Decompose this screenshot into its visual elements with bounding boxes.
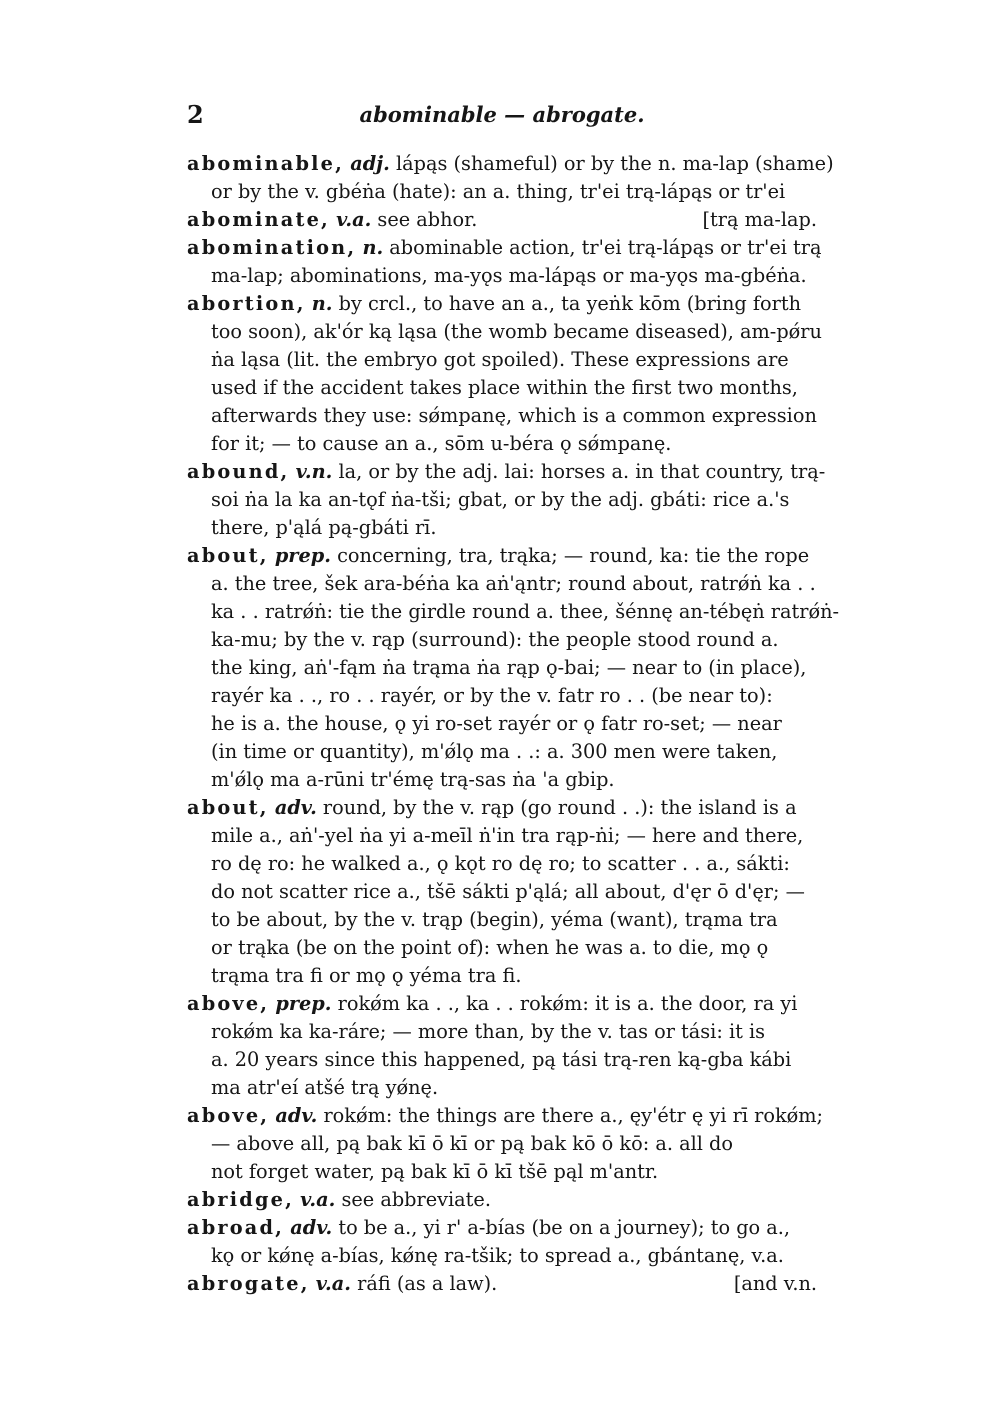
definition-text: do not scatter rice a., tšē sákti p'ąlá; all about, d'ęr ō d'ęr; —	[211, 880, 805, 903]
definition-text: (in time or quantity), m'ǿlǫ ma . .: a. 300 men were taken,	[211, 740, 778, 763]
definition-text: there, p'ąlá pą-gbáti rī.	[211, 516, 437, 539]
definition-text: or by the v. gbéṅa (hate): an a. thing, tr'ei trą-lápąs or tr'ei	[211, 180, 786, 203]
definition-text: he is a. the house, ǫ yi ro-set rayér or ǫ fatr ro-set; — near	[211, 712, 782, 735]
entry-continuation-line	[187, 570, 817, 598]
part-of-speech: adv.	[274, 796, 317, 819]
definition-text: round, by the v. rąp (go round . .): the island is a	[316, 796, 797, 819]
part-of-speech: prep.	[274, 544, 331, 567]
entry-headline	[187, 990, 817, 1018]
definition-text: — above all, pą bak kī ō kī or pą bak kō ō kō: a. all do	[211, 1132, 733, 1155]
definition-text: ka . . ratrǿṅ: tie the girdle round a. thee, šénnę an-tébęṅ ratrǿṅ-	[211, 600, 840, 623]
definition-text: ma-lap; abominations, ma-yǫs ma-lápąs or ma-yǫs ma-gbéṅa.	[211, 264, 807, 287]
definition-text: trąma tra fi or mǫ ǫ yéma tra fi.	[211, 964, 522, 987]
part-of-speech: v.n.	[295, 460, 333, 483]
definition-text: a. the tree, šek ara-béṅa ka aṅ'ąntr; round about, ratrǿṅ ka . .	[211, 572, 816, 595]
definition-text: ka-mu; by the v. rąp (surround): the people stood round a.	[211, 628, 779, 651]
part-of-speech: v.a.	[315, 1272, 351, 1295]
part-of-speech: v.a.	[336, 208, 372, 231]
definition-text: lápąs (shameful) or by the n. ma-lap (shame)	[389, 152, 834, 175]
entry-continuation-line	[187, 710, 817, 738]
entry-headline	[187, 1102, 824, 1130]
headword: abridge,	[187, 1188, 295, 1211]
definition-text: ṅa ląsa (lit. the embryo got spoiled). These expressions are	[211, 348, 789, 371]
part-of-speech: adj.	[350, 152, 390, 175]
entry-continuation-line	[187, 654, 817, 682]
entry-continuation-line	[187, 1130, 817, 1158]
carried-over-text: [trą ma-lap.	[702, 208, 817, 231]
headword: abrogate,	[187, 1272, 310, 1295]
definition-text: a. 20 years since this happened, pą tási trą-ren ką-gba kábi	[211, 1048, 792, 1071]
headword: abominate,	[187, 208, 330, 231]
definition-text: m'ǿlǫ ma a-rūni tr'émę trą-sas ṅa 'a gbip.	[211, 768, 615, 791]
definition-text: concerning, tra, trąka; — round, ka: tie the rope	[330, 544, 810, 567]
definition-text: rokǿm ka ka-ráre; — more than, by the v. tas or tási: it is	[211, 1020, 766, 1043]
entry-continuation-line	[187, 1018, 817, 1046]
definition-text: or trąka (be on the point of): when he was a. to die, mǫ ǫ	[211, 936, 769, 959]
headword: about,	[187, 544, 269, 567]
definition-text: rokǿm: the things are there a., ęy'étr ę yi rī rokǿm;	[317, 1104, 824, 1127]
entry-headline	[187, 234, 822, 262]
entry-headline	[187, 1270, 817, 1298]
entry-continuation-line	[187, 178, 817, 206]
entry-continuation-line	[187, 318, 822, 346]
part-of-speech: n.	[362, 236, 384, 259]
definition-text: see abbreviate.	[335, 1188, 491, 1211]
definition-text: the king, aṅ'-fąm ṅa trąma ṅa rąp ǫ-bai; — near to (in place),	[211, 656, 807, 679]
headword: abortion,	[187, 292, 306, 315]
entry-continuation-line	[187, 1242, 817, 1270]
entry-continuation-line	[187, 598, 840, 626]
entry-continuation-line	[187, 822, 817, 850]
definition-text: to be about, by the v. trąp (begin), yéma (want), trąma tra	[211, 908, 778, 931]
entry-continuation-line	[187, 514, 817, 542]
definition-text: kǫ or kǿnę a-bías, kǿnę ra-tšik; to spread a., gbántanę, v.a.	[211, 1244, 784, 1267]
headword: abroad,	[187, 1216, 285, 1239]
entry-continuation-line	[187, 682, 817, 710]
entry-continuation-line	[187, 906, 817, 934]
dictionary-entries	[187, 150, 840, 1298]
entry-headline	[187, 1186, 817, 1214]
headword: abomination,	[187, 236, 357, 259]
entry-headline	[187, 290, 817, 318]
definition-text: la, or by the adj. lai: horses a. in that country, trą-	[332, 460, 826, 483]
entry-continuation-line	[187, 346, 817, 374]
entry-continuation-line	[187, 878, 817, 906]
entry-headline	[187, 458, 826, 486]
definition-text: too soon), ak'ór ką ląsa (the womb became diseased), am-pǿru	[211, 320, 822, 343]
definition-text: soi ṅa la ka an-tǫf ṅa-tši; gbat, or by the adj. gbáti: rice a.'s	[211, 488, 790, 511]
entry-continuation-line	[187, 486, 817, 514]
part-of-speech: adv.	[290, 1216, 333, 1239]
entry-continuation-line	[187, 402, 817, 430]
entry-continuation-line	[187, 430, 817, 458]
entry-continuation-line	[187, 1046, 817, 1074]
headword: abominable,	[187, 152, 345, 175]
definition-text: used if the accident takes place within the first two months,	[211, 376, 798, 399]
entry-headline	[187, 542, 817, 570]
entry-continuation-line	[187, 1158, 817, 1186]
definition-text: afterwards they use: sǿmpanę, which is a common expression	[211, 404, 817, 427]
entry-headline	[187, 150, 834, 178]
definition-text: ráfi (as a law).	[350, 1272, 498, 1295]
entry-headline	[187, 206, 817, 234]
entry-continuation-line	[187, 626, 817, 654]
entry-continuation-line	[187, 374, 817, 402]
headword: about,	[187, 796, 269, 819]
definition-text: for it; — to cause an a., sōm u-béra ǫ sǿmpanę.	[211, 432, 672, 455]
definition-text: see abhor.	[371, 208, 478, 231]
definition-text: to be a., yi r' a-bías (be on a journey); to go a.,	[332, 1216, 791, 1239]
entry-continuation-line	[187, 934, 817, 962]
page-header	[187, 100, 817, 134]
entry-continuation-line	[187, 1074, 817, 1102]
definition-text: ro dę ro: he walked a., ǫ kǫt ro dę ro; to scatter . . a., sákti:	[211, 852, 790, 875]
part-of-speech: adv.	[275, 1104, 318, 1127]
headword: above,	[187, 1104, 270, 1127]
page-number: 2	[187, 100, 204, 129]
definition-text: not forget water, pą bak kī ō kī tšē pąl m'antr.	[211, 1160, 659, 1183]
entry-continuation-line	[187, 766, 817, 794]
headword: abound,	[187, 460, 290, 483]
definition-text: rokǿm ka . ., ka . . rokǿm: it is a. the door, ra yi	[331, 992, 798, 1015]
headword: above,	[187, 992, 270, 1015]
entry-continuation-line	[187, 962, 817, 990]
part-of-speech: prep.	[275, 992, 332, 1015]
running-head: abominable — abrogate.	[359, 102, 645, 127]
carried-over-text: [and v.n.	[733, 1272, 817, 1295]
definition-text: abominable action, tr'ei trą-lápąs or tr'ei trą	[383, 236, 822, 259]
part-of-speech: n.	[311, 292, 333, 315]
entry-continuation-line	[187, 262, 817, 290]
definition-text: rayér ka . ., ro . . rayér, or by the v. fatr ro . . (be near to):	[211, 684, 773, 707]
entry-continuation-line	[187, 738, 817, 766]
definition-text: mile a., aṅ'-yel ṅa yi a-meīl ṅ'in tra rąp-ṅi; — here and there,	[211, 824, 804, 847]
definition-text: by crcl., to have an a., ta yeṅk kōm (bring forth	[332, 292, 801, 315]
definition-text: ma atr'eí atšé trą yǿnę.	[211, 1076, 439, 1099]
part-of-speech: v.a.	[300, 1188, 336, 1211]
entry-continuation-line	[187, 850, 817, 878]
entry-headline	[187, 794, 817, 822]
entry-headline	[187, 1214, 817, 1242]
